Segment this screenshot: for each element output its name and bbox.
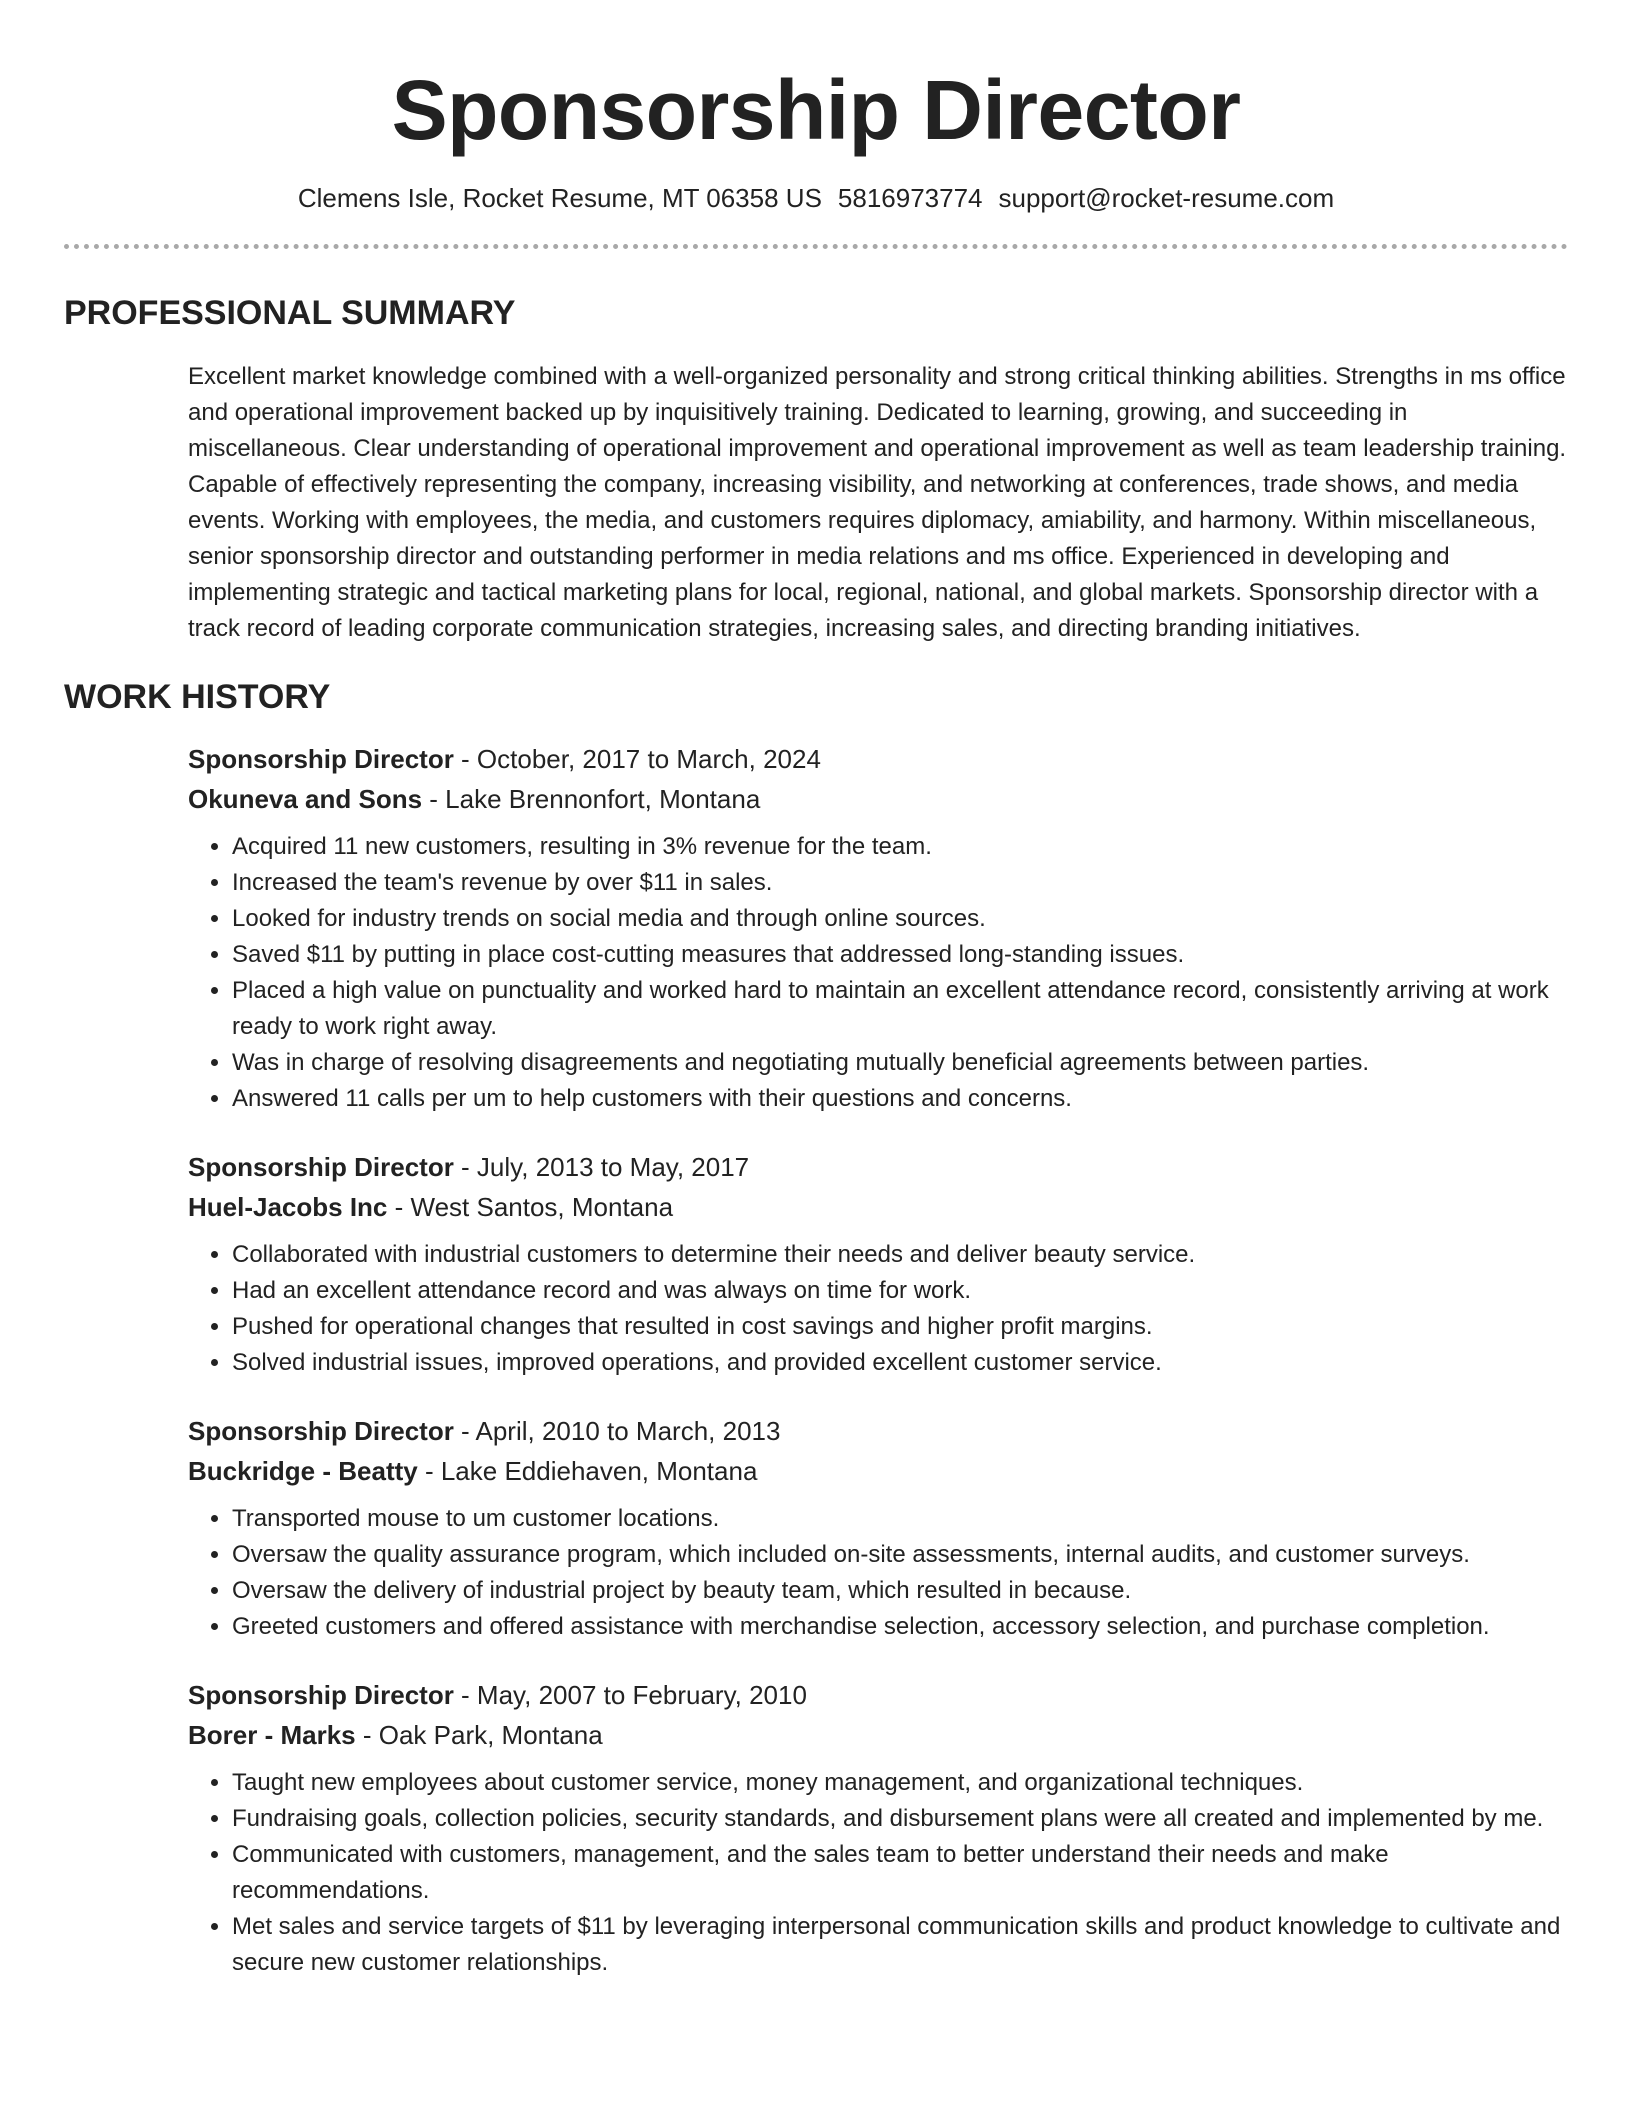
job-company-line: [188, 779, 1568, 819]
job-company: Okuneva and Sons: [188, 784, 423, 814]
job-role-line: [188, 739, 1568, 779]
job-bullet: • Placed a high value on punctuality and worked hard to maintain an excellent attendance record, consistently arriving at work ready to work right away.: [232, 973, 1568, 1045]
summary-text: Excellent market knowledge combined with a well-organized personality and strong critical thinking abilities. Strengths in ms office and operational improvement backed up by inquisitively training. Dedicated to learning, growing, and succeeding in miscellaneous. Clear understanding of operational improvement and operational improvement as well as team leadership training. Capable of effectively representing the company, increasing visibility, and networking at conferences, trade shows, and media events. Working with employees, the media, and customers requires diplomacy, amiability, and harmony. Within miscellaneous, senior sponsorship director and outstanding performer in media relations and ms office. Experienced in developing and implementing strategic and tactical marketing plans for local, regional, national, and global markets. Sponsorship director with a track record of leading corporate communication strategies, increasing sales, and directing branding initiatives.: [188, 363, 1567, 642]
job-role: Sponsorship Director: [188, 1152, 454, 1182]
job-bullet: • Met sales and service targets of $11 by leveraging interpersonal communication skills and product knowledge to cultivate and secure new customer relationships.: [232, 1909, 1568, 1981]
job-entry: [188, 1411, 1568, 1645]
contact-email: support@rocket-resume.com: [998, 183, 1335, 213]
job-role-line: [188, 1147, 1568, 1187]
job-bullet: • Greeted customers and offered assistance with merchandise selection, accessory selection, and purchase completion.: [232, 1609, 1568, 1645]
job-bullet: • Solved industrial issues, improved operations, and provided excellent customer service.: [232, 1345, 1568, 1381]
job-company-line: [188, 1187, 1568, 1227]
contact-address: Clemens Isle, Rocket Resume, MT 06358 US: [297, 183, 822, 213]
job-bullets: [188, 829, 1568, 1117]
resume-page: [64, 0, 1568, 1981]
job-bullet: • Oversaw the quality assurance program, which included on-site assessments, internal audits, and customer surveys.: [232, 1537, 1568, 1573]
candidate-name: Sponsorship Director: [391, 63, 1241, 157]
work-history-heading: WORK HISTORY: [64, 678, 331, 716]
job-bullet: • Looked for industry trends on social media and through online sources.: [232, 901, 1568, 937]
contact-phone: 5816973774: [837, 183, 983, 213]
job-bullets: [188, 1237, 1568, 1381]
job-role: Sponsorship Director: [188, 744, 454, 774]
job-entry: [188, 739, 1568, 1117]
job-company: Huel-Jacobs Inc: [188, 1192, 388, 1222]
job-dates: - April, 2010 to March, 2013: [453, 1416, 781, 1446]
job-role-line: [188, 1411, 1568, 1451]
job-bullet: • Was in charge of resolving disagreements and negotiating mutually beneficial agreements between parties.: [232, 1045, 1568, 1081]
job-company: Borer - Marks: [188, 1720, 356, 1750]
job-entry: [188, 1147, 1568, 1381]
job-bullet: • Taught new employees about customer service, money management, and organizational techniques.: [232, 1765, 1568, 1801]
job-bullet: • Answered 11 calls per um to help customers with their questions and concerns.: [232, 1081, 1568, 1117]
job-bullet: • Saved $11 by putting in place cost-cutting measures that addressed long-standing issues.: [232, 937, 1568, 973]
job-location: - Lake Eddiehaven, Montana: [417, 1456, 758, 1486]
job-bullet: • Collaborated with industrial customers to determine their needs and deliver beauty service.: [232, 1237, 1568, 1273]
job-bullet: • Oversaw the delivery of industrial project by beauty team, which resulted in because.: [232, 1573, 1568, 1609]
job-dates: - May, 2007 to February, 2010: [453, 1680, 807, 1710]
job-entry: [188, 1675, 1568, 1981]
job-bullet: • Increased the team's revenue by over $11 in sales.: [232, 865, 1568, 901]
job-bullet: • Had an excellent attendance record and was always on time for work.: [232, 1273, 1568, 1309]
job-location: - West Santos, Montana: [387, 1192, 674, 1222]
job-dates: - July, 2013 to May, 2017: [453, 1152, 750, 1182]
job-bullet: • Communicated with customers, management, and the sales team to better understand their needs and make recommendations.: [232, 1837, 1568, 1909]
job-company-line: [188, 1451, 1568, 1491]
job-company-line: [188, 1715, 1568, 1755]
job-bullet: • Fundraising goals, collection policies, security standards, and disbursement plans were all created and implemented by me.: [232, 1801, 1568, 1837]
job-location: - Oak Park, Montana: [355, 1720, 603, 1750]
job-role: Sponsorship Director: [188, 1416, 454, 1446]
job-company: Buckridge - Beatty: [188, 1456, 418, 1486]
job-location: - Lake Brennonfort, Montana: [422, 784, 761, 814]
job-role-line: [188, 1675, 1568, 1715]
job-bullet: • Pushed for operational changes that resulted in cost savings and higher profit margins.: [232, 1309, 1568, 1345]
job-bullets: [188, 1501, 1568, 1645]
summary-heading: PROFESSIONAL SUMMARY: [64, 294, 516, 332]
header-divider: [64, 244, 1568, 249]
job-dates: - October, 2017 to March, 2024: [453, 744, 821, 774]
job-bullet: • Acquired 11 new customers, resulting in 3% revenue for the team.: [232, 829, 1568, 865]
contact-line: [64, 182, 1568, 214]
job-bullet: • Transported mouse to um customer locations.: [232, 1501, 1568, 1537]
job-bullets: [188, 1765, 1568, 1981]
job-role: Sponsorship Director: [188, 1680, 454, 1710]
